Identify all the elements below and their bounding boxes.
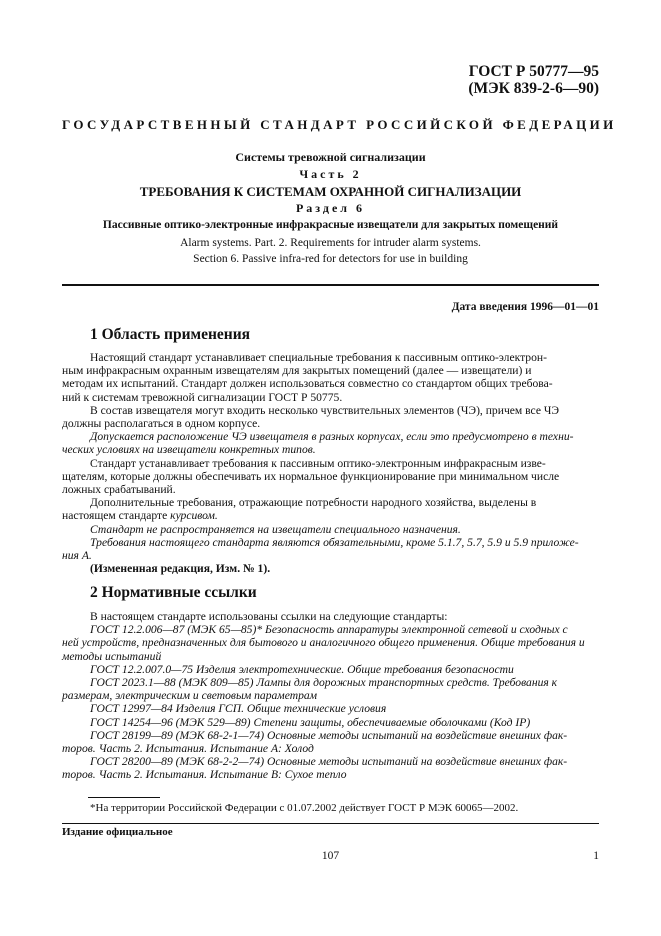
s1-line: ческих условиях на извещатели конкретных типов. [62,443,316,457]
title-sub: Пассивные оптико-электронные инфракрасные извещатели для закрытых помещений [102,219,559,231]
s1-italic-text: курсивом. [170,509,218,523]
iec-code: (МЭК 839-2-6—90) [468,80,599,97]
title-section: Раздел 6 [295,201,366,215]
ref-line: ГОСТ 12.2.006—87 (МЭК 65—85)* Безопасность аппаратуры электронной сетевой и сходных с [90,623,568,637]
ref-line: торов. Часть 2. Испытания. Испытание В: Сухое тепло [62,768,347,782]
section-2-body [62,610,599,782]
title-part: Часть 2 [299,167,362,181]
state-standard-title: ГОСУДАРСТВЕННЫЙ СТАНДАРТ РОССИЙСКОЙ ФЕДЕРАЦИИ [62,117,617,132]
s1-line: ложных срабатываний. [62,483,176,497]
s1-line: В состав извещателя могут входить несколько чувствительных элементов (ЧЭ), причем все ЧЭ [90,403,560,417]
s1-line: Требования настоящего стандарта являются обязательными, кроме 5.1.7, 5.7, 5.9 и 5.9 приложе- [90,535,579,549]
footnote: *На территории Российской Федерации с 01.07.2002 действует ГОСТ Р МЭК 60065—2002. [90,802,519,814]
ref-line: размерам, электрическим и световым параметрам [62,689,318,703]
s2-intro: В настоящем стандарте использованы ссылки на следующие стандарты: [90,610,448,623]
ref-line: ГОСТ 12.2.007.0—75 Изделия электротехнические. Общие требования безопасности [90,662,514,676]
page-number-center: 107 [321,850,340,862]
s1-line: Допускается расположение ЧЭ извещателя в разных корпусах, если это предусмотрено в техни- [90,430,574,444]
ref-line: методы испытаний [62,649,162,663]
title-en-1: Alarm systems. Part. 2. Requirements for intruder alarm systems. [180,237,481,249]
ref-line: ГОСТ 14254—96 (МЭК 529—89) Степени защиты, обеспечиваемые оболочками (Код IP) [90,715,531,729]
divider [62,284,599,286]
footnote-rule [88,797,160,798]
ref-line: торов. Часть 2. Испытания. Испытание А: Холод [62,742,314,756]
ref-line: ГОСТ 2023.1—88 (МЭК 809—85) Лампы для дорожных транспортных средств. Требования к [90,676,558,690]
section-1-heading: 1 Область применения [90,326,251,343]
s1-line [62,509,599,522]
s1-line: Стандарт устанавливает требования к пассивным оптико-электронным инфракрасным изве- [90,456,546,470]
title-en-2: Section 6. Passive infra-red for detectors for use in building [193,253,468,265]
effective-date: Дата введения 1996—01—01 [451,301,599,313]
title-line1: Системы тревожной сигнализации [235,150,426,164]
ref-line: ГОСТ 12997—84 Изделия ГСП. Общие технические условия [90,702,387,716]
s1-line: должны располагаться в одном корпусе. [62,417,261,431]
standard-code: ГОСТ Р 50777—95 [468,63,599,80]
s1-line: ния А. [62,549,92,563]
edition-label: Издание официальное [62,826,173,838]
title-main: ТРЕБОВАНИЯ К СИСТЕМАМ ОХРАННОЙ СИГНАЛИЗАЦИИ [139,184,522,199]
ref-line: ГОСТ 28200—89 (МЭК 68-2-2—74) Основные методы испытаний на воздействие внешних фак- [90,755,568,769]
section-2-heading: 2 Нормативные ссылки [90,584,257,601]
s1-line: Настоящий стандарт устанавливает специальные требования к пассивным оптико-электрон- [90,351,547,364]
page-number-right: 1 [593,850,599,862]
ref-line: ней устройств, предназначенных для бытового и аналогичного общего применения. Общие требования и [62,636,585,650]
s1-line: щателям, которые должны обеспечивать их нормальное функционирование при минимальном числе [62,469,560,483]
ref-line: ГОСТ 28199—89 (МЭК 68-2-1—74) Основные методы испытаний на воздействие внешних фак- [90,728,568,742]
s1-line: ным инфракрасным охранным извещателям для закрытых помещений (далее — извещатели) и [62,364,532,378]
s1-line: Стандарт не распространяется на извещатели специального назначения. [90,522,461,536]
s1-line: методам их испытаний. Стандарт должен использоваться совместно со стандартом общих требова- [62,377,553,391]
s1-text: настоящем стандарте [62,509,171,523]
section-1-body [62,351,599,575]
s1-line: Дополнительные требования, отражающие потребности народного хозяйства, выделены в [90,496,537,510]
s1-line: ний к системам тревожной сигнализации ГОСТ Р 50775. [62,390,343,404]
bottom-rule [62,823,599,824]
amendment-note: (Измененная редакция, Изм. № 1). [90,562,271,576]
